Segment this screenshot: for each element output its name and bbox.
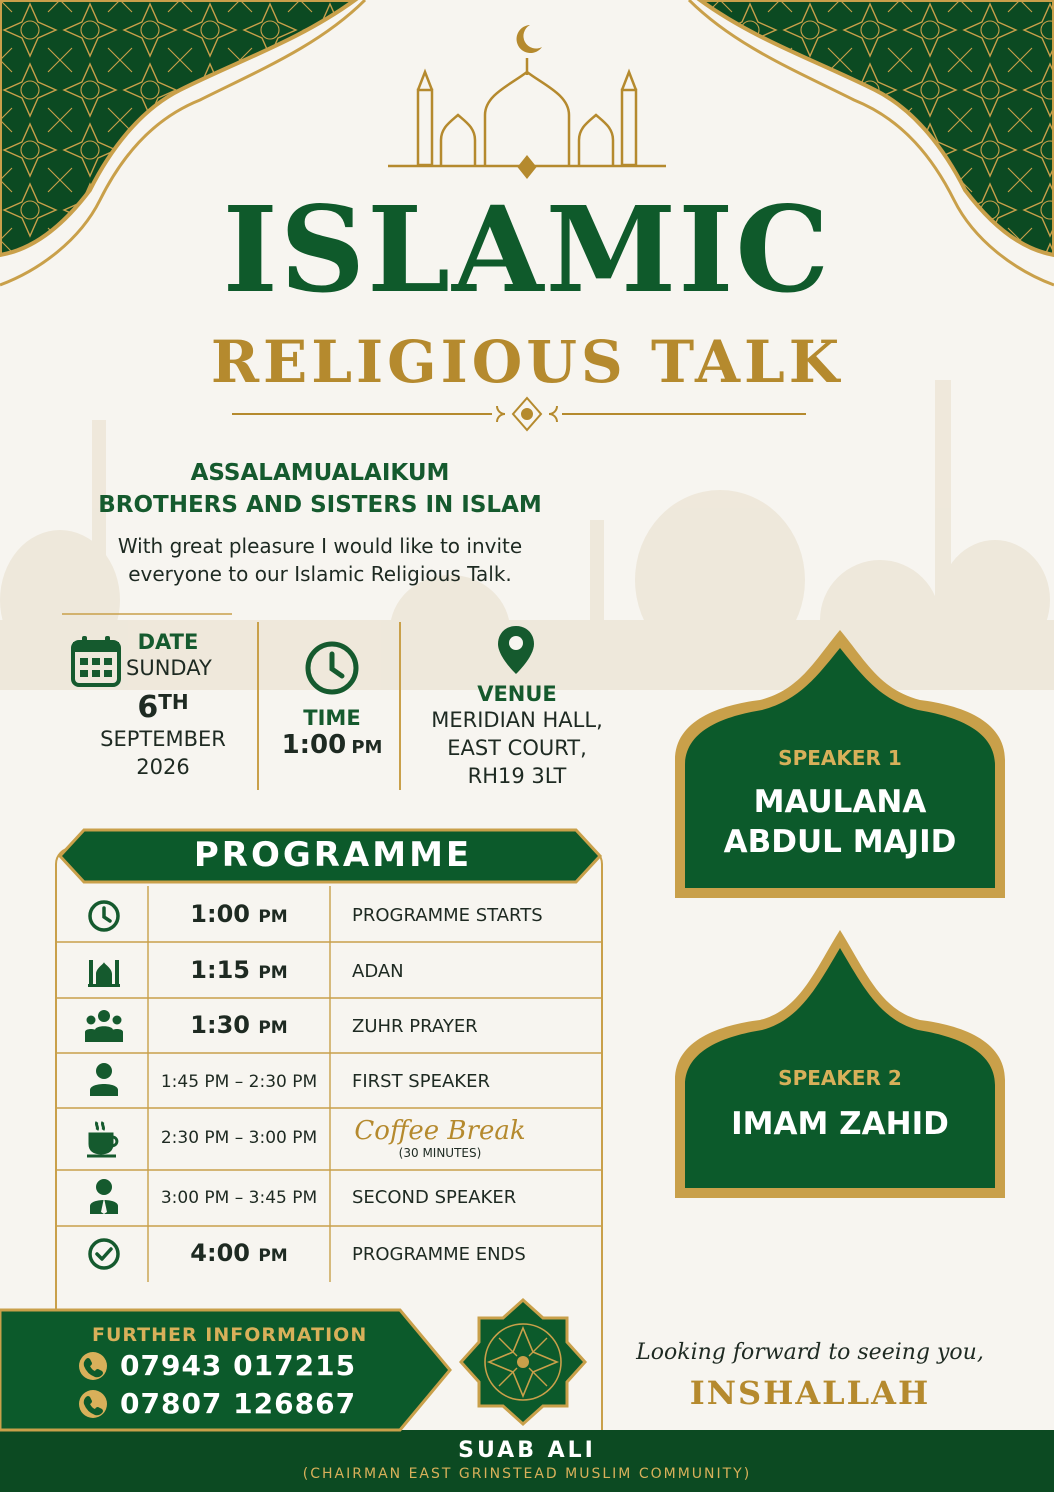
row-3-time: 1:30 bbox=[190, 1011, 250, 1039]
calendar-icon bbox=[70, 634, 122, 688]
greeting-line-2: BROTHERS AND SISTERS IN ISLAM bbox=[98, 492, 542, 518]
speaker-2-card-shape bbox=[675, 930, 1005, 1198]
organiser-name: SUAB ALI bbox=[458, 1438, 596, 1463]
date-label: DATE bbox=[137, 630, 199, 654]
speaker-1-label: SPEAKER 1 bbox=[778, 746, 902, 770]
speaker-2-label: SPEAKER 2 bbox=[778, 1066, 902, 1090]
venue-line-2: EAST COURT, bbox=[447, 736, 587, 760]
speaker-1-name-line-1: MAULANA bbox=[753, 784, 927, 820]
venue-block bbox=[412, 682, 622, 790]
programme-title: PROGRAMME bbox=[193, 835, 473, 875]
time-label: TIME bbox=[303, 706, 361, 730]
time-ampm: PM bbox=[351, 737, 383, 758]
row-2-activity: ADAN bbox=[352, 961, 404, 982]
date-day: SUNDAY bbox=[126, 656, 212, 680]
mandala-emblem bbox=[461, 1300, 585, 1424]
row-2-ampm: PM bbox=[258, 963, 288, 983]
title-divider-ornament bbox=[232, 398, 806, 430]
closing-message: Looking forward to seeing you, bbox=[636, 1340, 984, 1365]
date-number: 6 bbox=[137, 690, 159, 725]
venue-line-3: RH19 3LT bbox=[467, 764, 567, 788]
venue-line-1: MERIDIAN HALL, bbox=[431, 708, 603, 732]
group-icon bbox=[84, 1008, 124, 1044]
row-7-time: 4:00 bbox=[190, 1239, 250, 1267]
organiser-role: (CHAIRMAN EAST GRINSTEAD MUSLIM COMMUNITY) bbox=[302, 1466, 752, 1482]
further-info-label: FURTHER INFORMATION bbox=[92, 1324, 368, 1346]
coffee-break-block bbox=[340, 1116, 540, 1160]
mosque-outline-icon bbox=[388, 25, 666, 177]
row-6-activity: SECOND SPEAKER bbox=[352, 1187, 517, 1208]
venue-label: VENUE bbox=[477, 682, 557, 706]
row-1-time: 1:00 bbox=[190, 900, 250, 928]
poster-subtitle: RELIGIOUS TALK bbox=[210, 328, 844, 396]
date-year: 2026 bbox=[136, 755, 190, 779]
check-circle-icon bbox=[86, 1236, 122, 1272]
date-label-block bbox=[126, 630, 210, 682]
row-5-time: 2:30 PM – 3:00 PM bbox=[160, 1128, 318, 1148]
time-value: 1:00 bbox=[281, 730, 347, 760]
inshallah-text: INSHALLAH bbox=[689, 1374, 931, 1412]
invite-line-1: With great pleasure I would like to invite bbox=[117, 534, 523, 558]
row-5-activity: Coffee Break bbox=[354, 1116, 526, 1146]
table-row-time bbox=[148, 900, 330, 928]
row-3-activity: ZUHR PRAYER bbox=[352, 1016, 478, 1037]
row-4-time: 1:45 PM – 2:30 PM bbox=[160, 1072, 318, 1092]
row-2-time: 1:15 bbox=[190, 956, 250, 984]
row-7-ampm: PM bbox=[258, 1246, 288, 1266]
speaker-1-name-line-2: ABDUL MAJID bbox=[723, 824, 957, 860]
row-7-activity: PROGRAMME ENDS bbox=[352, 1244, 526, 1265]
date-month: SEPTEMBER bbox=[100, 727, 226, 751]
row-3-ampm: PM bbox=[258, 1018, 288, 1038]
table-row-time bbox=[148, 1011, 330, 1039]
time-block bbox=[262, 706, 402, 760]
greeting-line-1: ASSALAMUALAIKUM bbox=[190, 460, 450, 486]
row-1-activity: PROGRAMME STARTS bbox=[352, 905, 543, 926]
speaker-2-name: IMAM ZAHID bbox=[731, 1106, 949, 1142]
poster-title: ISLAMIC bbox=[222, 180, 832, 319]
person-icon bbox=[88, 1062, 120, 1096]
speaker-person-icon bbox=[88, 1178, 120, 1214]
mosque-icon bbox=[86, 952, 122, 988]
row-5-note: (30 MINUTES) bbox=[398, 1146, 482, 1160]
location-pin-icon bbox=[496, 624, 536, 676]
row-4-activity: FIRST SPEAKER bbox=[352, 1071, 490, 1092]
date-suffix: TH bbox=[158, 690, 189, 714]
row-6-time: 3:00 PM – 3:45 PM bbox=[160, 1188, 318, 1208]
coffee-cup-icon bbox=[84, 1118, 124, 1158]
row-1-ampm: PM bbox=[258, 907, 288, 927]
table-row-time bbox=[148, 956, 330, 984]
phone-number-1[interactable]: 07943 017215 bbox=[120, 1349, 357, 1382]
date-value-block bbox=[90, 690, 236, 781]
clock-icon bbox=[86, 898, 122, 934]
invite-line-2: everyone to our Islamic Religious Talk. bbox=[128, 562, 512, 586]
clock-icon bbox=[304, 640, 360, 696]
table-row-time bbox=[148, 1239, 330, 1267]
phone-number-2[interactable]: 07807 126867 bbox=[120, 1387, 357, 1420]
